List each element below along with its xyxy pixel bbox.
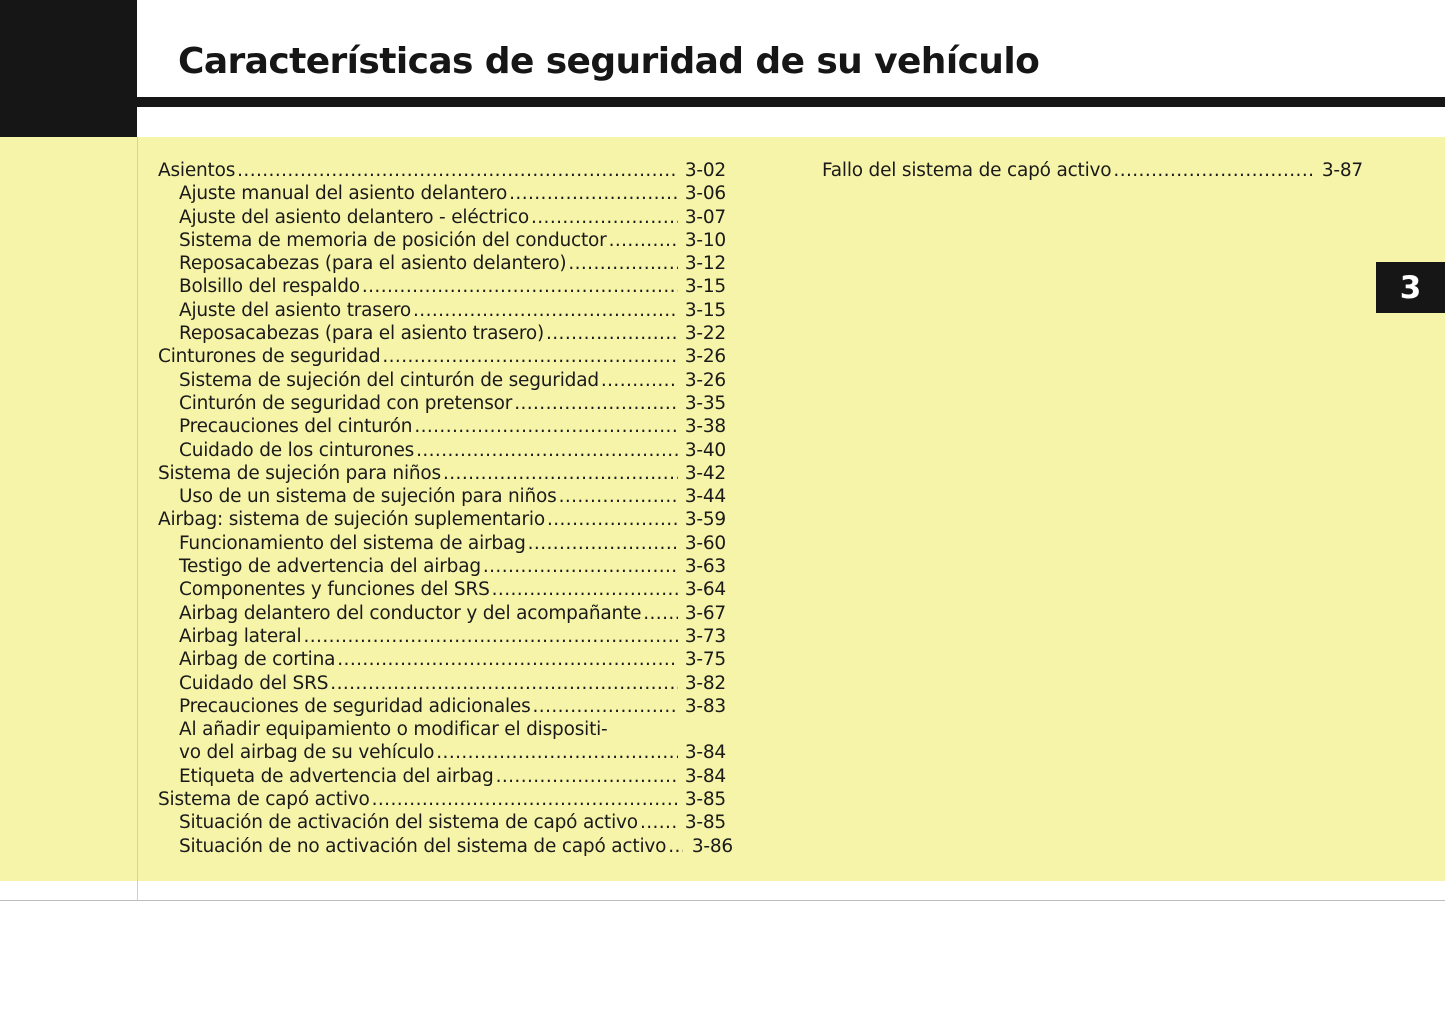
toc-entry-title: Airbag lateral [179, 625, 302, 647]
toc-entry-cuidado-cinturones[interactable] [158, 439, 726, 462]
toc-entry-title: Reposacabezas (para el asiento trasero) [179, 323, 544, 345]
toc-leader [509, 182, 678, 205]
toc-entry-title: Sistema de sujeción del cinturón de seguridad [179, 369, 599, 391]
toc-entry-page: 3-26 [684, 369, 726, 391]
toc-leader [414, 415, 678, 438]
toc-entry-page: 3-06 [684, 183, 726, 205]
toc-entry-asientos[interactable] [158, 159, 726, 182]
toc-entry-page: 3-85 [684, 789, 726, 811]
toc-right-column [822, 159, 1363, 182]
toc-entry-page: 3-15 [684, 299, 726, 321]
toc-entry-page: 3-84 [684, 742, 726, 764]
toc-leader [492, 578, 678, 601]
toc-entry-funcionamiento-airbag[interactable] [158, 532, 726, 555]
toc-entry-page: 3-38 [684, 416, 726, 438]
toc-entry-precauciones-adicionales[interactable] [158, 695, 726, 718]
margin-line [137, 137, 138, 901]
toc-entry-capo-activo[interactable] [158, 788, 726, 811]
toc-entry-title: Precauciones de seguridad adicionales [179, 695, 531, 717]
toc-entry-title: Situación de activación del sistema de capó activo [179, 812, 638, 834]
toc-entry-title: Airbag delantero del conductor y del acompañante [179, 602, 642, 624]
toc-entry-title: Testigo de advertencia del airbag [179, 556, 481, 578]
toc-entry-title: Sistema de memoria de posición del conductor [179, 229, 607, 251]
toc-entry-page: 3-42 [684, 462, 726, 484]
toc-entry-title: Funcionamiento del sistema de airbag [179, 532, 526, 554]
toc-entry-title: Cuidado del SRS [179, 672, 329, 694]
corner-block [0, 0, 137, 137]
toc-leader [643, 602, 678, 625]
toc-entry-page: 3-12 [684, 253, 726, 275]
toc-entry-title: Sistema de sujeción para niños [158, 462, 441, 484]
toc-leader [533, 695, 678, 718]
toc-entry-page: 3-86 [691, 835, 733, 857]
toc-entry-title: Ajuste manual del asiento delantero [179, 183, 508, 205]
toc-leader [547, 508, 678, 531]
toc-entry-uso-sujecion-ninos[interactable] [158, 485, 726, 508]
toc-entry-bolsillo-respaldo[interactable] [158, 275, 726, 298]
toc-entry-title: Cinturones de seguridad [158, 346, 381, 368]
toc-leader [382, 345, 678, 368]
toc-leader [372, 788, 678, 811]
toc-leader [496, 765, 678, 788]
toc-leader [1113, 159, 1315, 182]
toc-entry-componentes-srs[interactable] [158, 578, 726, 601]
toc-entry-reposacabezas-delantero[interactable] [158, 252, 726, 275]
toc-entry-etiqueta-airbag[interactable] [158, 765, 726, 788]
toc-entry-title: Uso de un sistema de sujeción para niños [179, 486, 557, 508]
toc-entry-modificar-airbag-line1[interactable] [158, 718, 726, 741]
toc-entry-title: Componentes y funciones del SRS [179, 579, 490, 601]
toc-leader [514, 392, 678, 415]
toc-leader [601, 369, 678, 392]
toc-entry-page: 3-87 [1321, 160, 1363, 181]
toc-leader [668, 835, 683, 858]
toc-entry-title: Asientos [158, 160, 236, 181]
toc-leader [559, 485, 678, 508]
toc-entry-title: Ajuste del asiento delantero - eléctrico [179, 206, 529, 228]
toc-entry-page: 3-02 [684, 160, 726, 181]
toc-entry-ajuste-trasero[interactable] [158, 299, 726, 322]
toc-entry-sujecion-ninos[interactable] [158, 462, 726, 485]
toc-entry-title: Sistema de capó activo [158, 789, 370, 811]
toc-entry-page: 3-44 [684, 486, 726, 508]
toc-leader [362, 275, 678, 298]
toc-leader [304, 625, 679, 648]
toc-entry-airbag-lateral[interactable] [158, 625, 726, 648]
page-title: Características de seguridad de su vehículo [178, 41, 1040, 82]
toc-leader [531, 206, 678, 229]
toc-entry-page: 3-67 [684, 602, 726, 624]
toc-entry-page: 3-83 [684, 695, 726, 717]
toc-entry-ajuste-manual[interactable] [158, 182, 726, 205]
toc-entry-cinturones[interactable] [158, 345, 726, 368]
toc-leader [337, 648, 678, 671]
toc-leader [443, 462, 678, 485]
toc-entry-title: Fallo del sistema de capó activo [822, 160, 1112, 181]
toc-entry-page: 3-63 [684, 556, 726, 578]
toc-entry-title: Airbag de cortina [179, 649, 336, 671]
toc-leader [483, 555, 678, 578]
toc-entry-page: 3-60 [684, 532, 726, 554]
toc-entry-airbag-srs[interactable] [158, 508, 726, 531]
toc-entry-modificar-airbag-line2[interactable] [158, 741, 726, 764]
toc-entry-title: Cinturón de seguridad con pretensor [179, 392, 513, 414]
toc-leader [416, 439, 678, 462]
toc-entry-title: vo del airbag de su vehículo [179, 742, 435, 764]
toc-entry-title: Cuidado de los cinturones [179, 439, 415, 461]
toc-entry-page: 3-59 [684, 509, 726, 531]
toc-leader [546, 322, 678, 345]
toc-entry-sujecion-cinturon[interactable] [158, 369, 726, 392]
toc-entry-page: 3-15 [684, 276, 726, 298]
toc-entry-precauciones-cinturon[interactable] [158, 415, 726, 438]
toc-leader [568, 252, 678, 275]
toc-leader [609, 229, 678, 252]
toc-entry-testigo-airbag[interactable] [158, 555, 726, 578]
toc-leader [413, 299, 678, 322]
toc-entry-page: 3-40 [684, 439, 726, 461]
toc-entry-page: 3-75 [684, 649, 726, 671]
toc-entry-title: Bolsillo del respaldo [179, 276, 360, 298]
chapter-tab[interactable]: 3 [1376, 262, 1445, 313]
toc-entry-title: Al añadir equipamiento o modificar el dispositi- [179, 719, 608, 741]
toc-entry-no-activacion-capo[interactable] [158, 835, 733, 858]
toc-leader [330, 672, 678, 695]
toc-entry-activacion-capo[interactable] [158, 811, 726, 834]
toc-entry-reposacabezas-trasero[interactable] [158, 322, 726, 345]
toc-entry-page: 3-73 [684, 625, 726, 647]
toc-entry-fallo-capo[interactable] [822, 159, 1363, 182]
toc-entry-title: Precauciones del cinturón [179, 416, 413, 438]
toc-entry-memoria-posicion[interactable] [158, 229, 726, 252]
toc-leader [528, 532, 678, 555]
toc-leader [237, 159, 678, 182]
toc-entry-page: 3-07 [684, 206, 726, 228]
toc-entry-ajuste-electrico[interactable] [158, 206, 726, 229]
toc-entry-page: 3-84 [684, 765, 726, 787]
toc-entry-page: 3-85 [684, 812, 726, 834]
toc-entry-page: 3-64 [684, 579, 726, 601]
toc-entry-airbag-cortina[interactable] [158, 648, 726, 671]
bottom-rule [0, 900, 1445, 901]
toc-left-column [158, 159, 733, 858]
toc-entry-title: Situación de no activación del sistema de capó activo [179, 835, 667, 857]
toc-entry-title: Ajuste del asiento trasero [179, 299, 412, 321]
toc-entry-page: 3-26 [684, 346, 726, 368]
toc-entry-page: 3-35 [684, 392, 726, 414]
toc-entry-airbag-delantero[interactable] [158, 602, 726, 625]
toc-entry-title: Reposacabezas (para el asiento delantero) [179, 253, 567, 275]
toc-entry-page: 3-22 [684, 323, 726, 345]
toc-entry-pretensor[interactable] [158, 392, 726, 415]
toc-entry-cuidado-srs[interactable] [158, 672, 726, 695]
title-rule [137, 97, 1445, 107]
toc-entry-title: Airbag: sistema de sujeción suplementario [158, 509, 545, 531]
toc-leader [640, 811, 678, 834]
toc-entry-page: 3-82 [684, 672, 726, 694]
toc-entry-title: Etiqueta de advertencia del airbag [179, 765, 494, 787]
toc-entry-page: 3-10 [684, 229, 726, 251]
toc-leader [436, 741, 678, 764]
